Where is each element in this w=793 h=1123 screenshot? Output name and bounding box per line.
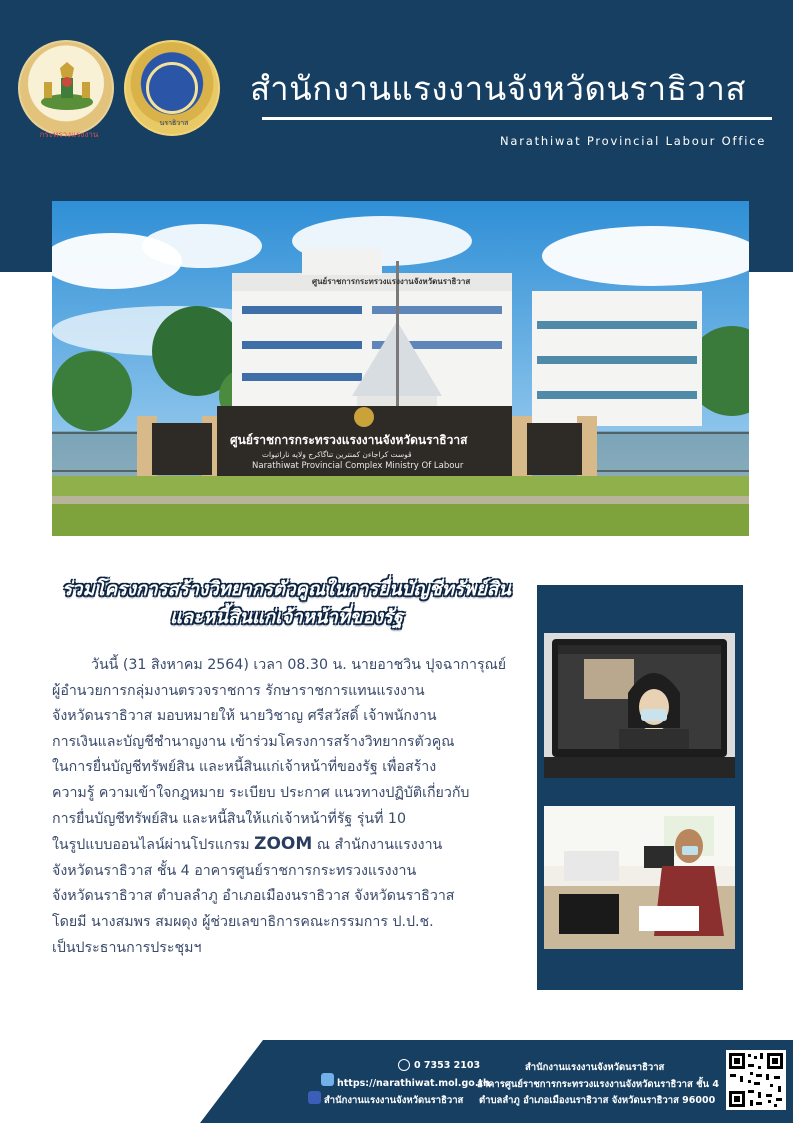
body-line: เป็นประธานการประชุมฯ — [52, 939, 202, 956]
footer-website[interactable]: https://narathiwat.mol.go.th — [337, 1078, 490, 1089]
building-photo — [52, 201, 749, 536]
wall-sign-jawi: ڤوست كراجاءن کمنترين تناگاکرج ولايه ناراتيوات — [262, 450, 412, 459]
qr-code[interactable] — [726, 1050, 786, 1110]
footer-address-line-1: สำนักงานแรงงานจังหวัดนราธิวาส — [525, 1062, 665, 1073]
body-line: การเงินและบัญชีชำนาญงาน เข้าร่วมโครงการสร้างวิทยากรตัวคูณ — [52, 733, 455, 750]
body-line: วันนี้ (31 สิงหาคม 2564) เวลา 08.30 น. นายอาชวิน ปุจฉาการุณย์ — [91, 657, 507, 673]
page-subtitle: Narathiwat Provincial Labour Office — [500, 134, 767, 148]
article-body — [52, 653, 515, 961]
article-headline-line-1: ร่วมโครงการสร้างวิทยากรตัวคูณในการยื่นบัญชีทรัพย์สิน — [62, 579, 511, 600]
body-line: การยื่นบัญชีทรัพย์สิน และหนี้สินให้แก่เจ้าหน้าที่รัฐ รุ่นที่ 10 — [52, 810, 406, 827]
wall-sign-english: Narathiwat Provincial Complex Ministry Of Labour — [252, 461, 464, 471]
seal-ring-icon — [146, 62, 198, 114]
body-line-part: ในรูปแบบออนไลน์ผ่านโปรแกรม — [52, 837, 250, 854]
body-line: จังหวัดนราธิวาส มอบหมายให้ นายวิชาญ ศรีสวัสดิ์ เจ้าพนักงาน — [52, 708, 437, 725]
body-line-part: ณ สำนักงานแรงงาน — [316, 837, 443, 854]
body-line: ในการยื่นบัญชีทรัพย์สิน และหนี้สินแก่เจ้าหน้าที่ของรัฐ เพื่อสร้าง — [52, 759, 437, 776]
narathiwat-province-logo — [124, 40, 220, 136]
title-divider — [262, 117, 772, 120]
page-title: สำนักงานแรงงานจังหวัดนราธิวาส — [250, 69, 747, 108]
footer-phone: 0 7353 2103 — [414, 1060, 481, 1071]
body-line: ความรู้ ความเข้าใจกฎหมาย ระเบียบ ประกาศ แนวทางปฏิบัติเกี่ยวกับ — [52, 784, 470, 801]
body-line: โดยมี นางสมพร สมผดุง ผู้ช่วยเลขาธิการคณะกรรมการ ป.ป.ช. — [52, 913, 434, 930]
footer-slant — [200, 1040, 263, 1123]
footer-address-line-3: ตำบลลำภู อำเภอเมืองนราธิวาส จังหวัดนราธิวาส 96000 — [479, 1095, 716, 1106]
footer-facebook[interactable]: สำนักงานแรงงานจังหวัดนราธิวาส — [324, 1095, 464, 1106]
ministry-of-labour-logo — [18, 40, 114, 139]
officer-at-desk-photo — [544, 806, 735, 949]
facebook-icon — [308, 1091, 321, 1104]
article-headline-line-2: และหนี้สินแก่เจ้าหน้าที่ของรัฐ — [169, 607, 403, 628]
zoom-meeting-photo — [544, 633, 735, 778]
wall-sign-thai: ศูนย์ราชการกระทรวงแรงงานจังหวัดนราธิวาส — [230, 433, 468, 447]
body-line: จังหวัดนราธิวาส ตำบลลำภู อำเภอเมืองนราธิวาส จังหวัดนราธิวาส — [52, 888, 455, 905]
deity-emblem-icon — [38, 60, 96, 112]
body-line: ผู้อำนวยการกลุ่มงานตรวจราชการ รักษาราชการแทนแรงงาน — [52, 682, 425, 699]
body-line-zoom — [52, 832, 515, 859]
phone-icon — [398, 1059, 410, 1071]
web-icon — [321, 1073, 334, 1086]
logo-left-caption: กระทรวงแรงงาน — [39, 130, 99, 139]
body-line: จังหวัดนราธิวาส ชั้น 4 อาคารศูนย์ราชการกระทรวงแรงงาน — [52, 862, 417, 879]
logo-right-caption: นราธิวาส — [159, 119, 189, 127]
footer-address-line-2: อาคารศูนย์ราชการกระทรวงแรงงานจังหวัดนราธิวาส ชั้น 4 — [477, 1079, 719, 1090]
zoom-label: ZOOM — [254, 834, 313, 855]
building-sign-text: ศูนย์ราชการกระทรวงแรงงานจังหวัดนราธิวาส — [312, 277, 471, 286]
